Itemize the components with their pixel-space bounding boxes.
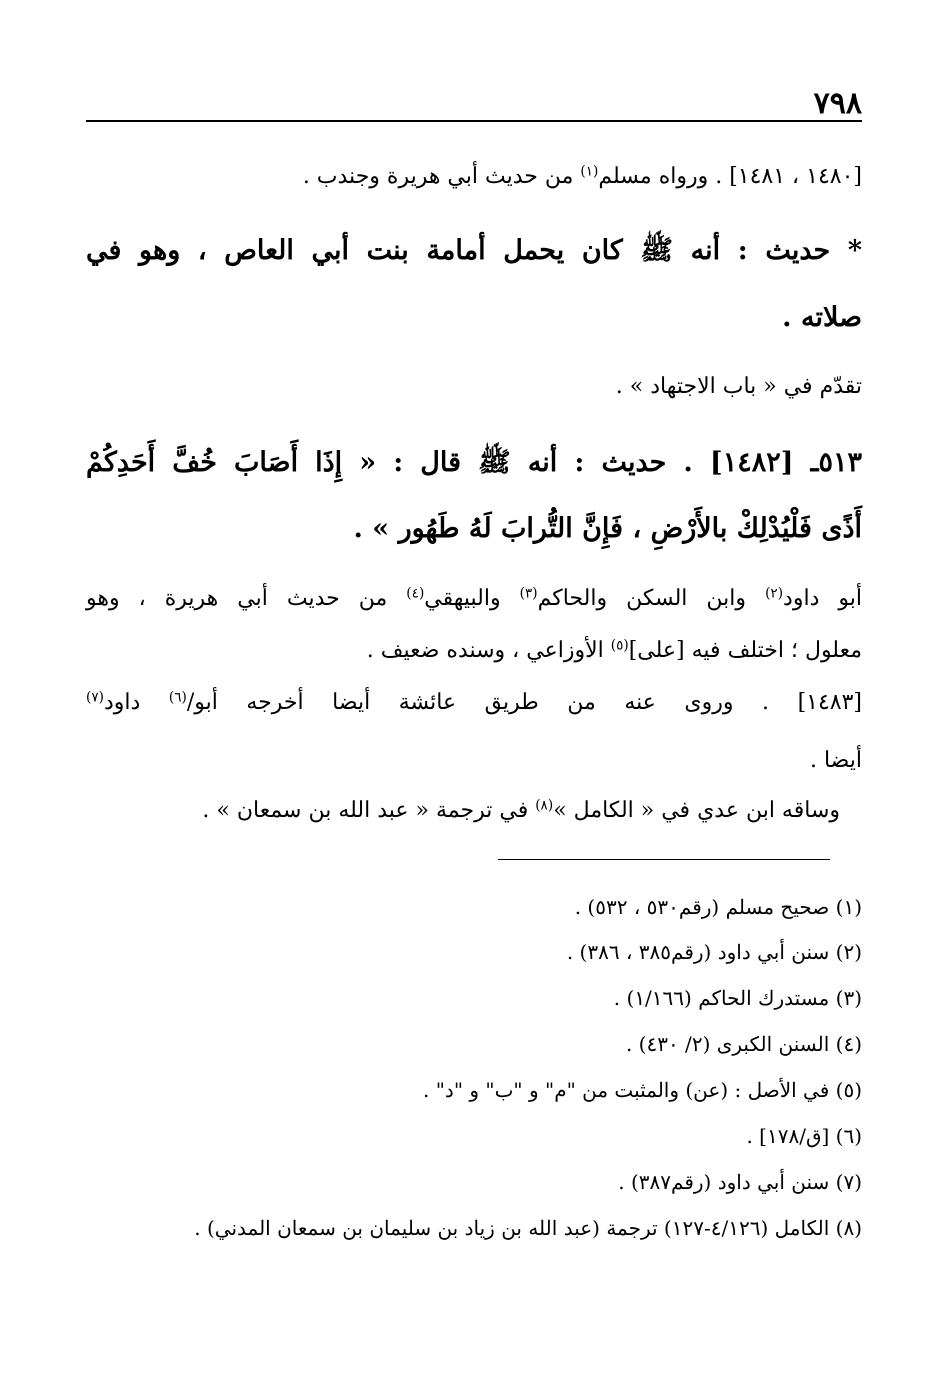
footnote-7 xyxy=(618,1167,862,1197)
footnote-2 xyxy=(567,937,862,967)
cross-reference-line: تقدّم في « باب الاجتهاد » . xyxy=(615,374,862,399)
hadith-2-heading-line-1: ٥١٣ـ [١٤٨٢] . حديث : أنه ﷺ قال : « إِذَا أَصَابَ خُفَّ أَحَدِكُمْ xyxy=(86,447,862,478)
text-line-4: أيضا . xyxy=(809,748,862,773)
footnote-3 xyxy=(614,983,862,1013)
footnote-marker: (١) xyxy=(580,163,599,180)
footnote-text: سنن أبي داود (رقم٣٨٥ ، ٣٨٦) . xyxy=(566,940,830,964)
hadith-2-heading-line-2: أَذًى فَلْيُدْلِكْ بالأَرْضِ ، فَإِنَّ التُّرابَ لَهُ طَهُور » . xyxy=(353,513,862,544)
footnote-text: الكامل (٤/١٢٦-١٢٧) ترجمة (عبد الله بن زياد بن سليمان بن سمعان المدني) . xyxy=(194,1216,830,1240)
footnote-number: (٦) xyxy=(835,1124,862,1148)
footnote-1 xyxy=(575,892,862,922)
text-line-2: معلول ؛ اختلف فيه [على]$^{(٥)}$ الأوزاعي ، وسنده ضعيف . xyxy=(366,637,862,663)
footnote-text: مستدرك الحاكم (١/١٦٦) . xyxy=(613,986,830,1010)
footnote-number: (٤) xyxy=(835,1032,862,1056)
footnote-separator xyxy=(498,859,830,860)
footnote-marker: (٧) xyxy=(86,689,104,706)
text-line-3: [١٤٨٣] . وروى عنه من طريق عائشة أيضا أخرجه أبو/$^{(٦)}$ داود$^{(٧)}$ xyxy=(86,689,863,715)
page-number: ٧٩٨ xyxy=(813,86,862,121)
paragraph-line-1: [١٤٨٠ ، ١٤٨١] . ورواه مسلم$^{(١)}$ من حديث أبي هريرة وجندب . xyxy=(302,163,862,189)
footnote-text: السنن الكبرى (٢/ ٤٣٠) . xyxy=(625,1032,830,1056)
footnote-number: (١) xyxy=(835,895,862,919)
footnote-text: صحيح مسلم (رقم٥٣٠ ، ٥٣٢) . xyxy=(574,895,830,919)
footnote-6 xyxy=(746,1121,862,1151)
header-rule xyxy=(86,120,862,122)
footnote-8 xyxy=(194,1213,862,1243)
hadith-1-heading-line-2: صلاته . xyxy=(782,302,862,333)
footnote-marker: (٣) xyxy=(519,585,538,602)
footnote-marker: (٤) xyxy=(406,585,425,602)
footnote-number: (٥) xyxy=(835,1078,862,1102)
footnote-text: [ق/١٧٨] . xyxy=(746,1124,830,1148)
footnote-number: (٢) xyxy=(835,940,862,964)
footnote-number: (٣) xyxy=(835,986,862,1010)
footnote-number: (٨) xyxy=(835,1216,862,1240)
footnote-text: سنن أبي داود (رقم٣٨٧) . xyxy=(618,1170,830,1194)
text-line-5: وساقه ابن عدي في « الكامل »$^{(٨)}$ في ترجمة « عبد الله بن سمعان » . xyxy=(202,797,840,823)
footnote-marker: (٦) xyxy=(168,689,187,706)
footnote-5 xyxy=(423,1075,862,1105)
footnote-marker: (٥) xyxy=(610,637,629,654)
footnote-number: (٧) xyxy=(835,1170,862,1194)
footnote-4 xyxy=(626,1029,862,1059)
text-line-1: أبو داود$^{(٢)}$ وابن السكن والحاكم$^{(٣)}$ والبيهقي$^{(٤)}$ من حديث أبي هريرة ، وهو xyxy=(86,585,862,611)
footnote-text: في الأصل : (عن) والمثبت من "م" و "ب" و "د" . xyxy=(423,1078,830,1102)
hadith-1-heading-line-1: * حديث : أنه ﷺ كان يحمل أمامة بنت أبي العاص ، وهو في xyxy=(86,235,862,266)
footnote-marker: (٨) xyxy=(535,797,554,814)
footnote-marker: (٢) xyxy=(765,585,784,602)
